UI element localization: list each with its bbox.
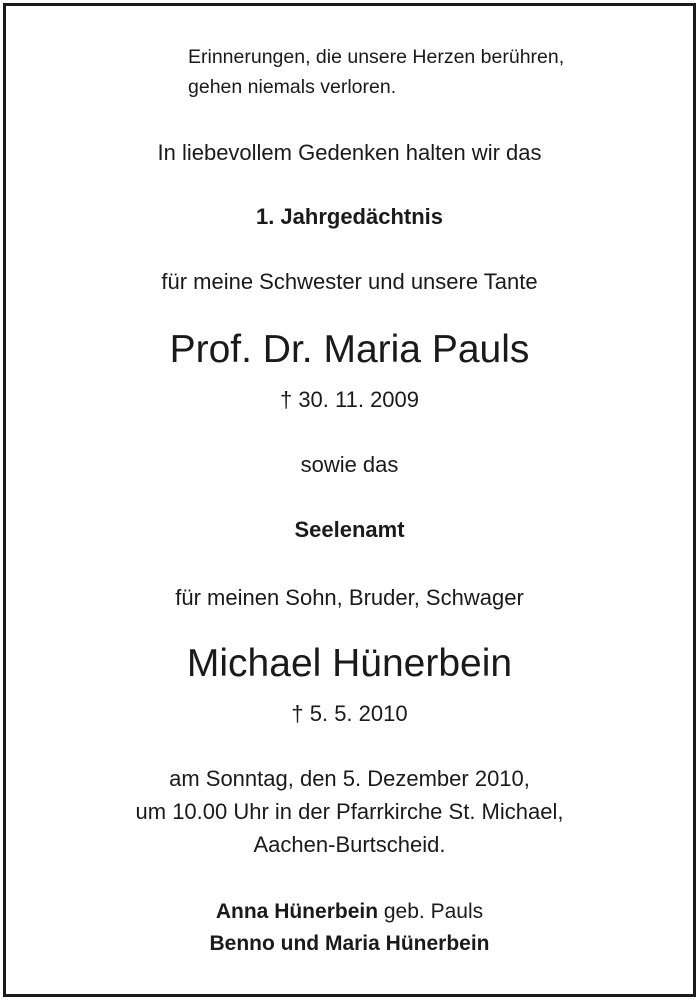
signature-line-2: Benno und Maria Hünerbein (209, 932, 490, 955)
signatures (0, 896, 699, 960)
signature-name-1: Anna Hünerbein (215, 900, 379, 923)
person2-death-date: † 5. 5. 2010 (291, 701, 408, 726)
quote-line-2: gehen niemals verloren. (188, 76, 397, 98)
intro-text: In liebevollem Gedenken halten wir das (157, 140, 542, 165)
service-date: am Sonntag, den 5. Dezember 2010, (169, 766, 530, 791)
anniversary-title: 1. Jahrgedächtnis (255, 204, 444, 229)
service-details (0, 762, 699, 861)
conjunction-text: sowie das (300, 452, 399, 477)
service-location: um 10.00 Uhr in der Pfarrkirche St. Michael, (135, 799, 564, 824)
relation-text-2: für meinen Sohn, Bruder, Schwager (175, 585, 524, 610)
quote-line-1: Erinnerungen, die unsere Herzen berühren, (188, 46, 565, 68)
signature-line-1 (0, 896, 699, 928)
memorial-quote (188, 42, 668, 102)
person2-name: Michael Hünerbein (186, 642, 513, 685)
person1-name: Prof. Dr. Maria Pauls (169, 328, 530, 371)
requiem-title: Seelenamt (294, 517, 405, 542)
signature-maiden-name: geb. Pauls (378, 900, 484, 923)
service-city: Aachen-Burtscheid. (253, 832, 446, 857)
person1-death-date: † 30. 11. 2009 (279, 387, 420, 412)
relation-text-1: für meine Schwester und unsere Tante (161, 269, 538, 294)
